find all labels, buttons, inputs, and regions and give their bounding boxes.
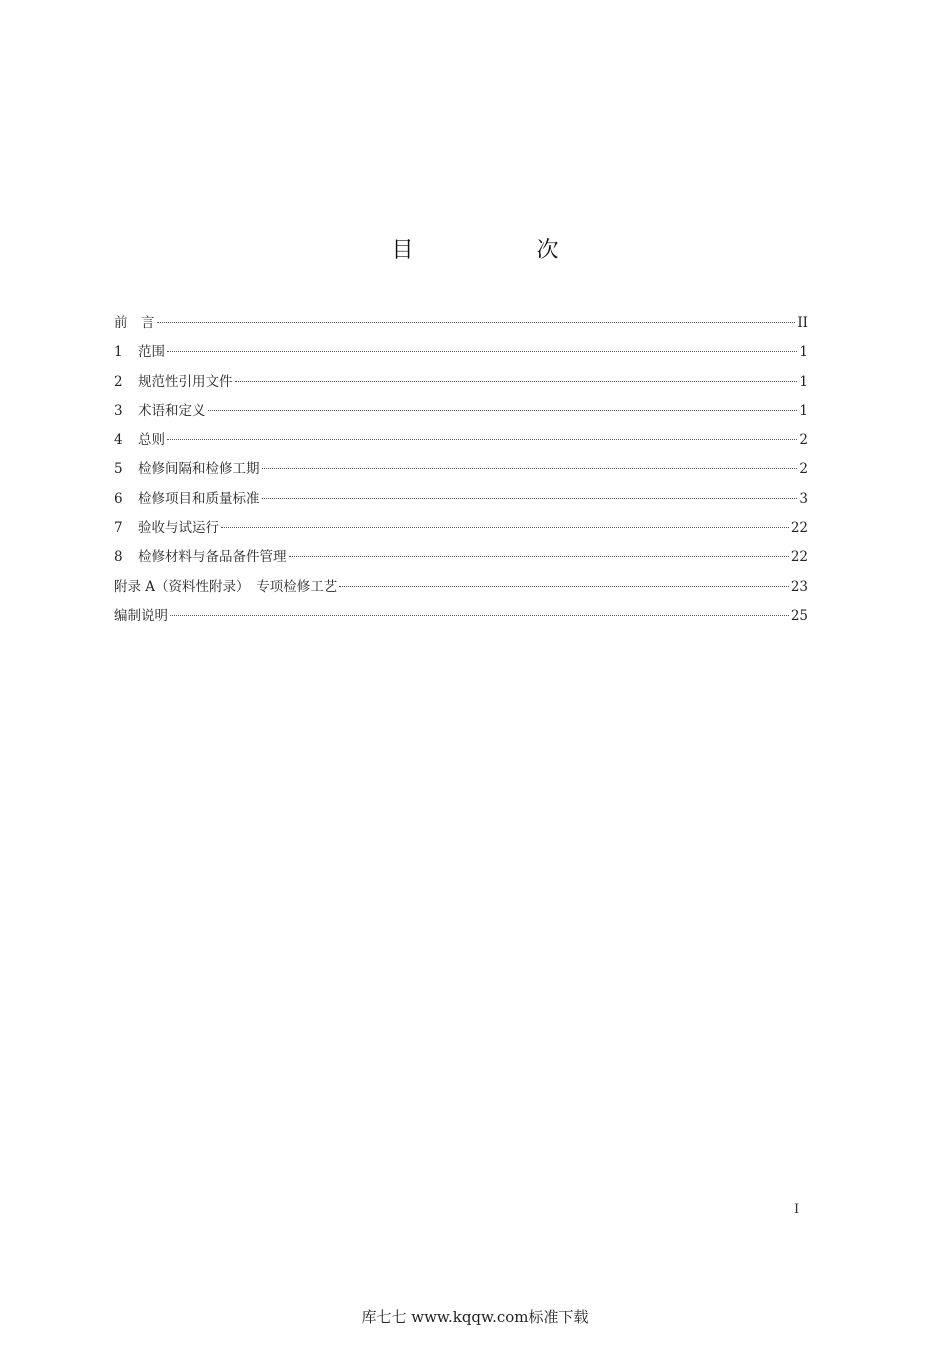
toc-entry-6[interactable] bbox=[114, 485, 808, 514]
toc-entry-page: 22 bbox=[790, 549, 808, 566]
toc-entry-7[interactable] bbox=[114, 514, 808, 543]
toc-entry-label: 规范性引用文件 bbox=[138, 373, 233, 390]
toc-entry-page: 1 bbox=[799, 373, 808, 390]
toc-leader-dots bbox=[157, 322, 796, 323]
toc-entry-appendix-a[interactable] bbox=[114, 573, 808, 602]
toc-leader-dots bbox=[235, 381, 798, 382]
toc-entry-label: 检修间隔和检修工期 bbox=[138, 461, 260, 478]
toc-entry-label: 检修材料与备品备件管理 bbox=[138, 549, 287, 566]
toc-entry-number: 7 bbox=[114, 520, 123, 537]
toc-entry-3[interactable] bbox=[114, 397, 808, 426]
toc-entry-page: 25 bbox=[790, 607, 808, 624]
toc-entry-foreword[interactable] bbox=[114, 309, 808, 338]
toc-entry-label: 附录 A（资料性附录） 专项检修工艺 bbox=[114, 578, 338, 595]
toc-entry-compilation-notes[interactable] bbox=[114, 602, 808, 631]
toc-entry-page: 1 bbox=[799, 402, 808, 419]
toc-leader-dots bbox=[170, 615, 789, 616]
toc-entry-number: 1 bbox=[114, 344, 123, 361]
toc-entry-page: 1 bbox=[799, 344, 808, 361]
toc-entry-page: 23 bbox=[790, 578, 808, 595]
toc-entry-label: 术语和定义 bbox=[138, 402, 206, 419]
toc-entry-4[interactable] bbox=[114, 426, 808, 455]
toc-entry-label: 编制说明 bbox=[114, 607, 168, 624]
toc-entry-label: 检修项目和质量标准 bbox=[138, 490, 260, 507]
toc-leader-dots bbox=[289, 556, 789, 557]
toc-entry-number: 5 bbox=[114, 461, 123, 478]
toc-entry-label: 范围 bbox=[138, 344, 165, 361]
page-title: 目 次 bbox=[391, 238, 617, 263]
toc-entry-label: 验收与试运行 bbox=[138, 520, 219, 537]
toc-leader-dots bbox=[167, 439, 797, 440]
toc-entry-number: 8 bbox=[114, 549, 123, 566]
toc-leader-dots bbox=[208, 410, 798, 411]
toc-entry-8[interactable] bbox=[114, 543, 808, 572]
toc-entry-page: II bbox=[797, 315, 808, 331]
footer-watermark: 库七七 www.kqqw.com标准下载 bbox=[361, 1308, 589, 1326]
toc-entry-page: 3 bbox=[799, 490, 808, 507]
toc-entry-2[interactable] bbox=[114, 368, 808, 397]
table-of-contents bbox=[114, 309, 808, 631]
toc-entry-page: 2 bbox=[799, 432, 808, 449]
toc-leader-dots bbox=[221, 527, 789, 528]
toc-entry-number: 2 bbox=[114, 373, 123, 390]
toc-entry-number: 6 bbox=[114, 490, 123, 507]
toc-entry-number: 3 bbox=[114, 402, 123, 419]
page-number: I bbox=[794, 1202, 800, 1217]
toc-leader-dots bbox=[339, 586, 789, 587]
toc-entry-label: 前 言 bbox=[114, 315, 155, 331]
toc-entry-1[interactable] bbox=[114, 338, 808, 367]
toc-entry-page: 2 bbox=[799, 461, 808, 478]
toc-entry-number: 4 bbox=[114, 432, 123, 449]
toc-leader-dots bbox=[167, 351, 797, 352]
toc-entry-page: 22 bbox=[790, 520, 808, 537]
toc-entry-5[interactable] bbox=[114, 455, 808, 484]
toc-entry-label: 总则 bbox=[138, 432, 165, 449]
toc-leader-dots bbox=[262, 468, 798, 469]
toc-leader-dots bbox=[262, 498, 798, 499]
